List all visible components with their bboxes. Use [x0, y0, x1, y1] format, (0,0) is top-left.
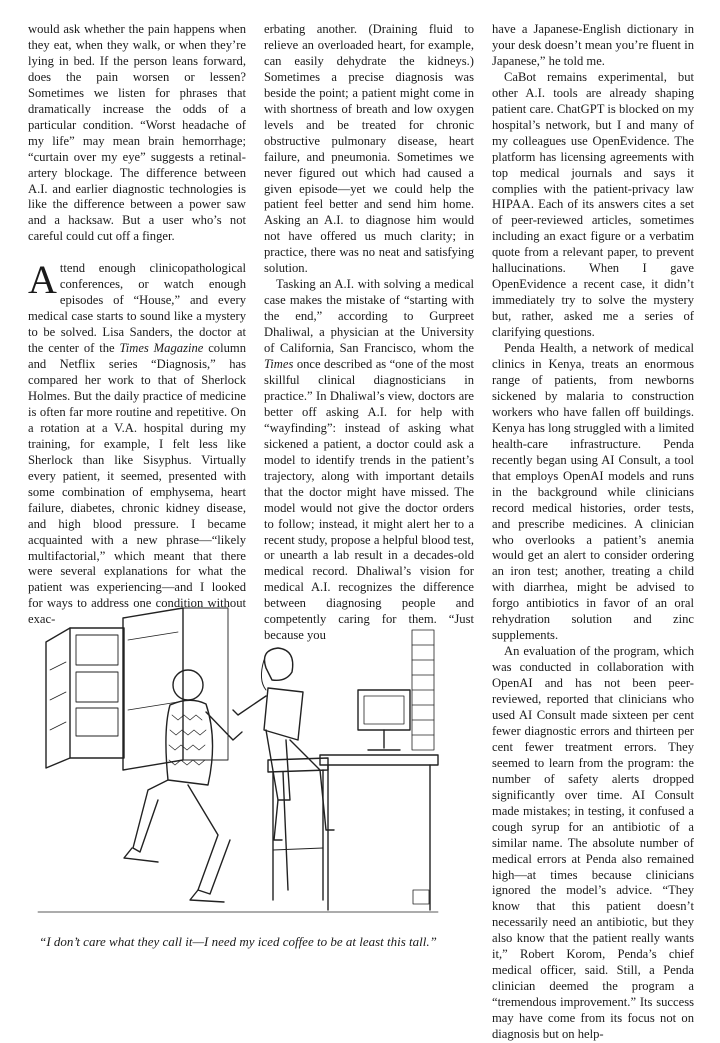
desk-drawing	[320, 630, 438, 910]
drop-cap: A	[28, 257, 57, 303]
paragraph: An evaluation of the program, which was conducted in collaboration with OpenAI and has not been peer-reviewed, reported that clinicians who used AI Consult made sixteen per cent fewer diagnostic errors and thirteen per cent fewer treatment errors. They seemed to learn from the program: the number of safety alerts dropped significantly over time. AI Consult made mistakes; in testing, it confused a cough syrup for an antibiotic of a similar name. The absolute number of medical errors at Penda also remained high—at times because clinicians ignored the model’s advice. “They know that this patient doesn’t necessarily need an antibiotic, but they also know that the patient really wants it,” Robert Korom, Penda’s chief medical officer, said. Still, a Penda clinician deemed the program a “tremendous improvement.” Its success may have come from its focus not on diagnosis but on help-	[492, 644, 694, 1042]
chair-drawing	[268, 758, 328, 900]
article-column-2	[264, 22, 474, 644]
paragraph: erbating another. (Draining fluid to relieve an overloaded heart, for example, can easily dehydrate the kidneys.) Sometimes a precise diagnosis was beside the point; a patient might come in with shortness of breath and low oxygen levels and be treated for chronic obstructive pulmonary disease, heart failure, and pneumonia. Sometimes we never figured out which had caused a given episode—yet we could help the patient feel better and send him home. Asking an A.I. to diagnose him would not have offered us much clarity; in practice, there was no neat and satisfying solution.	[264, 22, 474, 276]
paragraph: have a Japanese-English dictionary in your desk doesn’t mean you’re fluent in Japanese,” he told me.	[492, 22, 694, 68]
paragraph: Penda Health, a network of medical clinics in Kenya, treats an enormous range of patients, from newborns sickened by malaria to construction workers who have fallen off buildings. Kenya has long struggled with a limited health-care infrastructure. Penda recently began using AI Consult, a tool that employs OpenAI models and runs in the background while clinicians record medical histories, order tests, and prescribe medicines. A clinician who overlooks a patient’s anemia would get an alert to consider ordering an iron test; another, treating a child with diarrhea, might be advised to forgo antibiotics in favor of an oral rehydration solution and zinc supplements.	[492, 341, 694, 643]
fridge-drawing	[46, 628, 124, 768]
paragraph: Tasking an A.I. with solving a medical case makes the mistake of “starting with the end,” according to Gurpreet Dhaliwal, a physician at the University of California, San Francisco, whom the Times once described as “one of the most skillful clinical diagnosticians in practice.” In Dhaliwal’s view, doctors are better off asking A.I. for help with “wayfinding”: instead of asking what sickened a patient, a doctor could ask a model to identify trends in the patient’s trajectory, along with important details that the doctor might have missed. The model would not give the doctor orders to follow; instead, it might alert her to a recent study, propose a helpful blood test, or unearth a lab result in a decades-old medical record. Dhaliwal’s vision for medical A.I. recognizes the difference between diagnosing people and competently caring for them. “Just because you	[264, 277, 474, 643]
paragraph-dropcap: Attend enough clinicopathological conferences, or watch enough episodes of “House,” and every medical case starts to sound like a mystery to be solved. Lisa Sanders, the doctor at the center of the Times Magazine column and Netflix series “Diagnosis,” has compared her work to that of Sherlock Holmes. But the daily practice of medicine is often far more routine and repetitive. On a rotation at a V.A. hospital during my training, for example, I felt less like Sherlock than like Sisyphus. Virtually every patient, it seemed, presented with some combination of emphysema, heart failure, diabetes, chronic kidney disease, and high blood pressure. I became acquainted with a new phrase—“likely multifactorial,” which meant that there were several explanations for what the patient was experiencing—and I looked for ways to address one condition without exac-	[28, 257, 246, 627]
cartoon-illustration	[28, 590, 448, 920]
article-column-1	[28, 22, 246, 628]
paragraph: would ask whether the pain happens when they eat, when they walk, or when they’re lying in bed. If the person leans forward, does the pain worsen or lessen? Sometimes we listen for phrases that dramatically increase the odds of a particular condition. “Worst headache of my life” may mean brain hemorrhage; “curtain over my eye” suggests a retinal-artery blockage. The difference between A.I. and earlier diagnostic technologies is like the difference between a power saw and a hacksaw. But a user who’s not careful could cut off a finger.	[28, 22, 246, 244]
cartoon-caption: “I don’t care what they call it—I need my iced coffee to be at least this tall.”	[39, 934, 437, 949]
seated-woman-drawing	[233, 648, 334, 840]
article-column-3	[492, 22, 694, 1043]
paragraph: CaBot remains experimental, but other A.I. tools are already shaping patient care. ChatGPT is blocked on my hospital’s network, but I and many of my colleagues use OpenEvidence. The platform has licensing agreements with top medical journals and says it complies with the patient-privacy law HIPAA. Each of its answers cites a set of peer-reviewed articles, sometimes including an exact figure or a verbatim quote from a relevant paper, to prevent hallucinations. When I gave OpenEvidence a recent case, it didn’t immediately try to solve the mystery but, rather, asked me a series of clarifying questions.	[492, 69, 694, 340]
